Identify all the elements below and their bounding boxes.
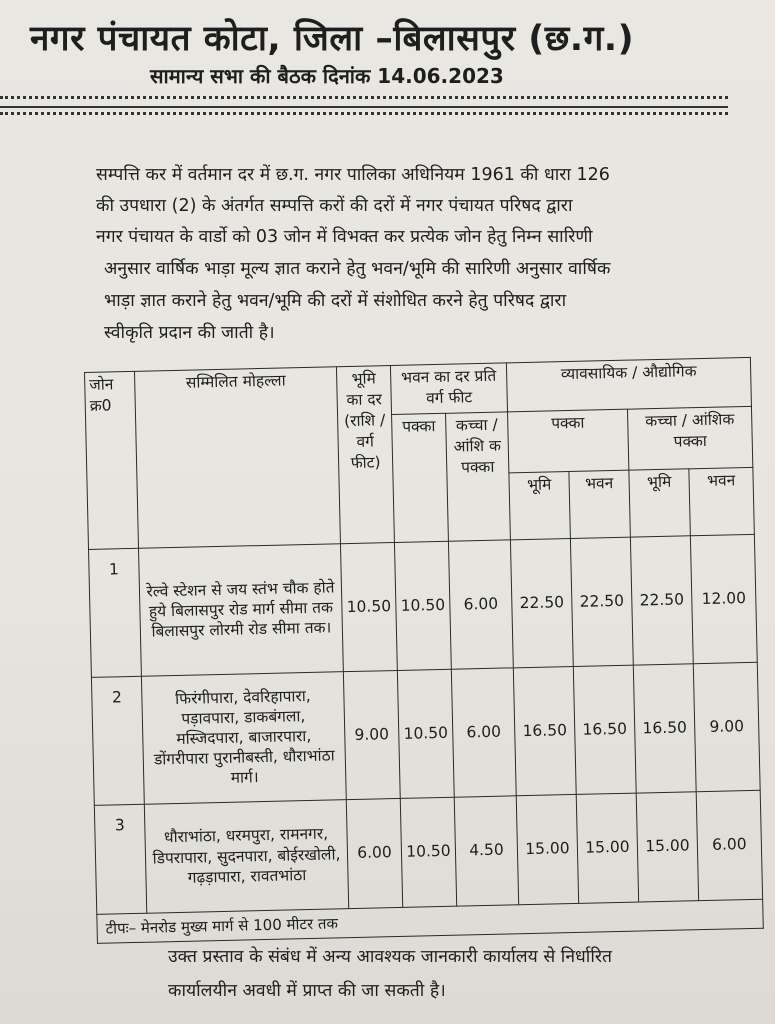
header-comm-pakka: पक्का bbox=[508, 409, 629, 472]
header-bhumi-1: भूमि bbox=[509, 471, 571, 539]
building-pakka-rate: 10.50 bbox=[397, 669, 454, 798]
commercial-kachcha-land: 15.00 bbox=[636, 791, 698, 901]
commercial-pakka-building: 16.50 bbox=[573, 665, 636, 794]
header-building-rate: भवन का दर प्रति वर्ग फीट bbox=[390, 363, 507, 415]
building-kachcha-rate: 6.00 bbox=[451, 668, 516, 797]
intro-line-4: अनुसार वार्षिक भाड़ा मूल्य ज्ञात कराने हेतु भवन/भूमि की सारिणी अनुसार वार्षिक bbox=[104, 259, 611, 279]
intro-line-5: भाड़ा ज्ञात कराने हेतु भवन/भूमि की दरों में संशोधित करने हेतु परिषद द्वारा bbox=[104, 291, 567, 311]
header-zone: जोन क्र0 bbox=[85, 371, 139, 549]
zone-number: 2 bbox=[91, 676, 144, 805]
header-bhawan-1: भवन bbox=[569, 470, 631, 538]
commercial-pakka-land: 15.00 bbox=[516, 794, 578, 904]
intro-line-6: स्वीकृति प्रदान की जाती है। bbox=[104, 323, 275, 343]
header-pakka: पक्का bbox=[392, 413, 449, 542]
zone-number: 3 bbox=[94, 804, 146, 914]
commercial-kachcha-building: 6.00 bbox=[696, 790, 762, 900]
mohalla-list: रेल्वे स्टेशन से जय स्तंभ चौक होते हुये बिलासपुर रोड मार्ग सीमा तक बिलासपुर लोरमी रोड सीमा तक। bbox=[139, 544, 344, 676]
table-row bbox=[89, 534, 758, 677]
header-land-rate: भूमि का दर (राशि / वर्ग फीट) bbox=[336, 366, 394, 544]
table-note: टीपः– मेनरोड मुख्य मार्ग से 100 मीटर तक bbox=[97, 899, 764, 944]
commercial-pakka-building: 22.50 bbox=[570, 537, 633, 666]
table-row bbox=[94, 790, 762, 914]
header-mohalla: सम्मिलित मोहल्ला bbox=[134, 367, 340, 548]
land-rate: 9.00 bbox=[343, 670, 400, 799]
land-rate: 10.50 bbox=[340, 542, 397, 671]
building-kachcha-rate: 4.50 bbox=[454, 795, 518, 905]
commercial-kachcha-land: 16.50 bbox=[633, 664, 696, 793]
meeting-date-subtitle: सामान्य सभा की बैठक दिनांक 14.06.2023 bbox=[150, 64, 504, 88]
zone-number: 1 bbox=[89, 548, 142, 677]
building-kachcha-rate: 6.00 bbox=[448, 540, 513, 669]
page-title: नगर पंचायत कोटा, जिला –बिलासपुर (छ.ग.) bbox=[30, 19, 635, 59]
intro-line-3: नगर पंचायत के वार्डो को 03 जोन में विभक्त कर प्रत्येक जोन हेतु निम्न सारिणी bbox=[96, 227, 593, 247]
commercial-pakka-building: 15.00 bbox=[576, 793, 638, 903]
header-comm-kachcha: कच्चा / आंशिक पक्का bbox=[628, 406, 753, 470]
commercial-pakka-land: 16.50 bbox=[513, 666, 576, 795]
table-row bbox=[91, 662, 760, 805]
header-bhumi-2: भूमि bbox=[629, 469, 691, 537]
land-rate: 6.00 bbox=[346, 798, 402, 908]
header-bhawan-2: भवन bbox=[689, 467, 755, 535]
commercial-kachcha-building: 9.00 bbox=[693, 662, 760, 791]
commercial-pakka-land: 22.50 bbox=[510, 538, 573, 667]
divider-dotted-top bbox=[0, 96, 728, 99]
property-tax-rate-table bbox=[84, 357, 764, 944]
divider-dotted-bottom bbox=[0, 112, 728, 115]
building-pakka-rate: 10.50 bbox=[394, 541, 451, 670]
building-pakka-rate: 10.50 bbox=[400, 797, 456, 907]
mohalla-list: धौराभांठा, धरमपुरा, रामनगर, डिपरापारा, सुदनपारा, बोईरखोली, गढ़ड़ापारा, रावतभांठा bbox=[144, 799, 348, 913]
divider-solid bbox=[0, 106, 728, 108]
commercial-kachcha-building: 12.00 bbox=[690, 534, 757, 663]
header-commercial: व्यावसायिक / औद्योगिक bbox=[506, 357, 751, 412]
header-kachcha: कच्चा / आंशि क पक्का bbox=[446, 412, 511, 541]
closing-line-2: कार्यालयीन अवधी में प्राप्त की जा सकती है। bbox=[168, 981, 446, 1001]
intro-line-1: सम्पत्ति कर में वर्तमान दर में छ.ग. नगर पालिका अधिनियम 1961 की धारा 126 bbox=[96, 165, 610, 185]
closing-line-1: उक्त प्रस्ताव के संबंध में अन्य आवश्यक जानकारी कार्यालय से निर्धारित bbox=[168, 947, 612, 967]
commercial-kachcha-land: 22.50 bbox=[630, 536, 693, 665]
mohalla-list: फिरंगीपारा, देवरिहापारा, पड़ावपारा, डाकबंगला, मस्जिदपारा, बाजारपारा, डोंगरीपारा पुरानीबस्ती, धौराभांठा मार्ग। bbox=[141, 671, 346, 803]
intro-line-2: की उपधारा (2) के अंतर्गत सम्पत्ति करों की दरों में नगर पंचायत परिषद द्वारा bbox=[96, 196, 573, 216]
